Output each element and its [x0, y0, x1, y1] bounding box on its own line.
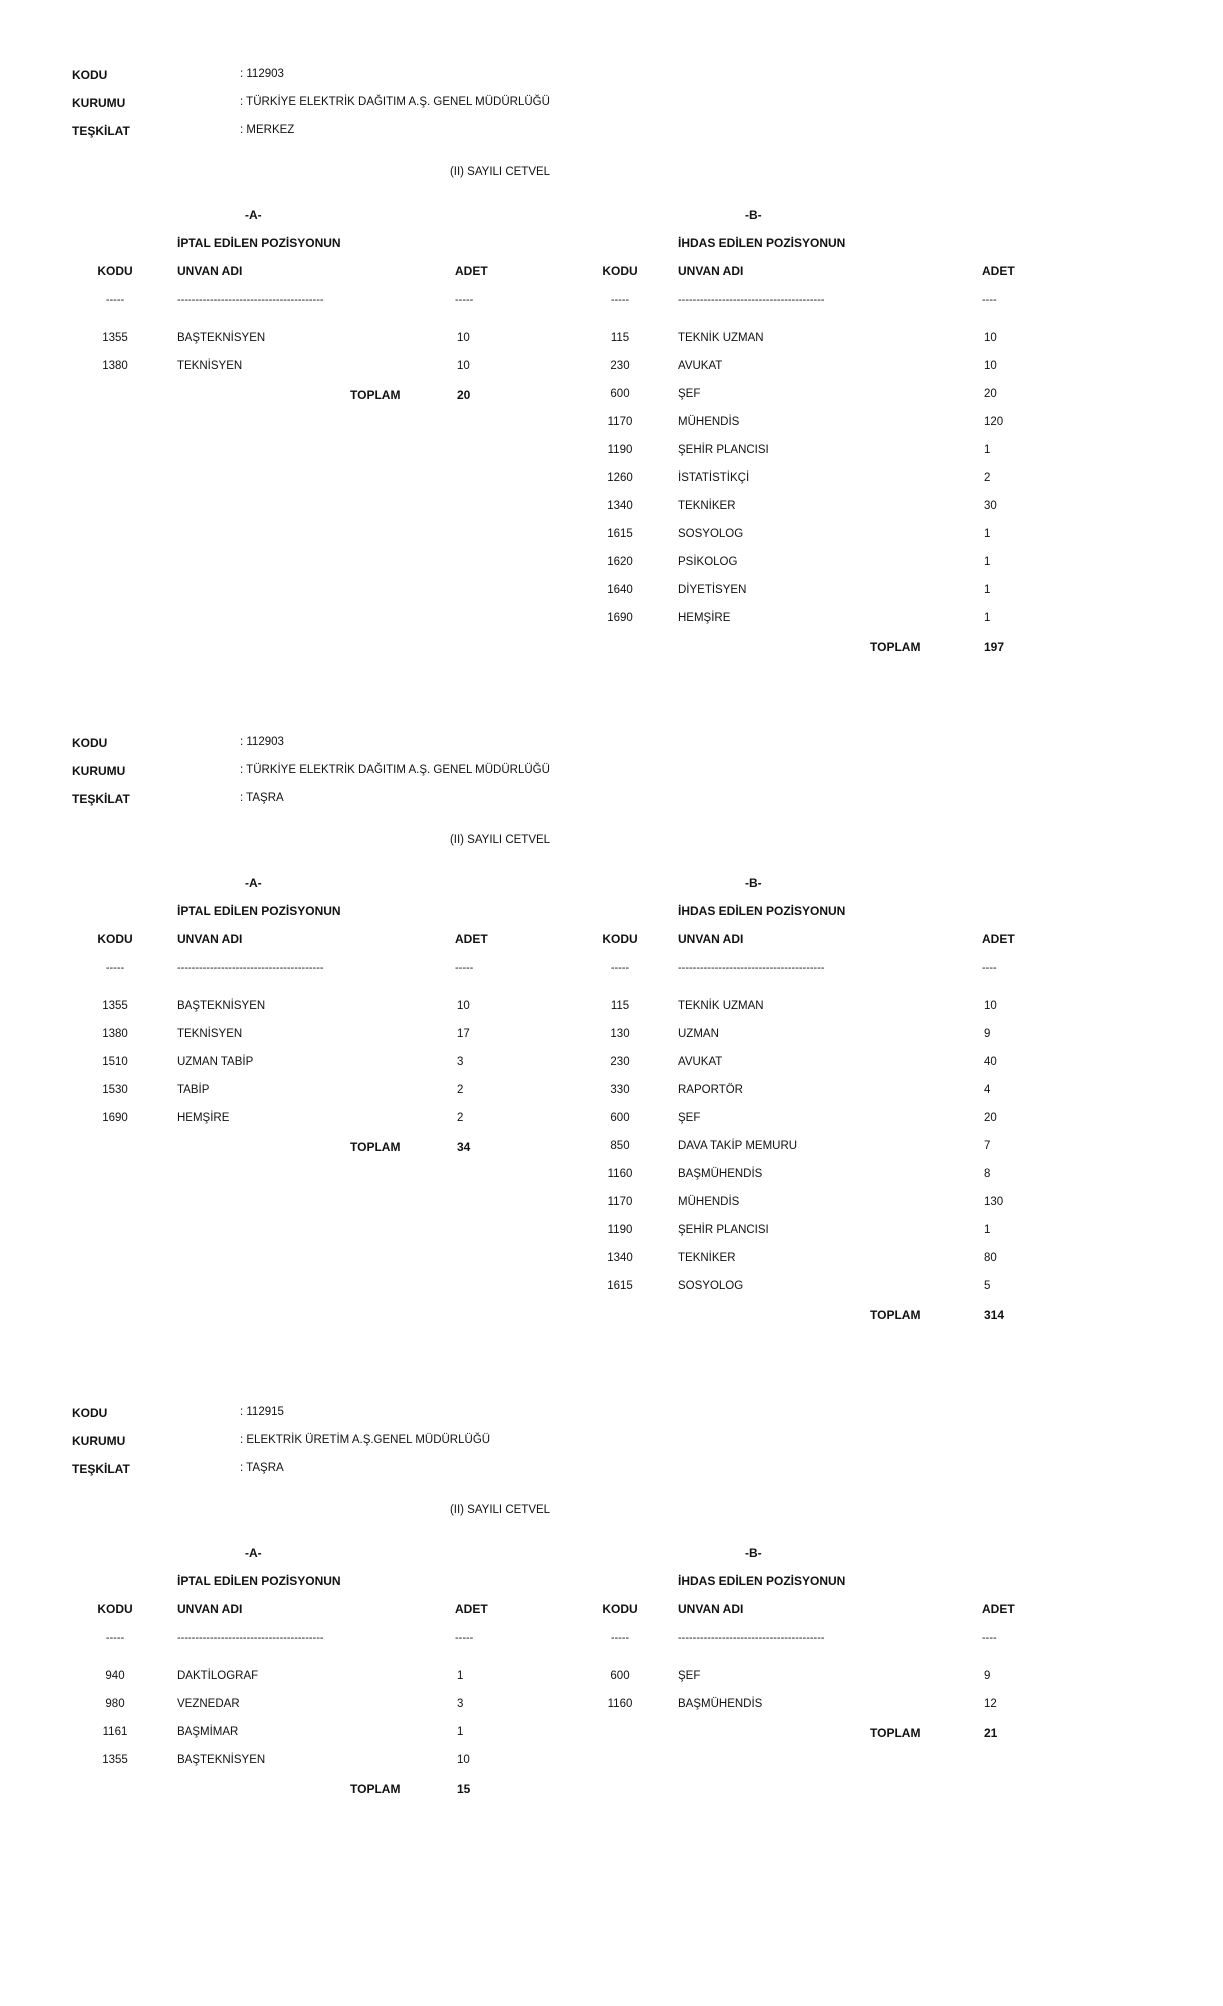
header-adet: ADET	[455, 1602, 488, 1616]
cetvel-title: (II) SAYILI CETVEL	[449, 166, 551, 178]
row-adet: 2	[457, 1112, 464, 1124]
table-row	[95, 1754, 515, 1782]
divider-kodu: -----	[610, 962, 630, 974]
divider-adet: ----	[982, 294, 997, 306]
row-adet: 10	[457, 332, 470, 344]
row-unvan: BAŞTEKNİSYEN	[177, 1754, 266, 1766]
header-kodu: KODU	[602, 1602, 638, 1616]
row-kodu: 330	[610, 1084, 630, 1096]
divider-adet: -----	[455, 962, 474, 974]
row-unvan: TEKNİKER	[678, 1252, 736, 1264]
row-adet: 120	[984, 416, 1004, 428]
row-unvan: PSİKOLOG	[678, 556, 738, 568]
row-adet: 40	[984, 1056, 997, 1068]
table-row	[600, 332, 1040, 360]
section-title: İPTAL EDİLEN POZİSYONUN	[177, 236, 341, 250]
divider-adet: -----	[455, 294, 474, 306]
row-adet: 1	[984, 584, 991, 596]
table-row	[600, 360, 1040, 388]
rows	[600, 332, 1040, 640]
cetvel-title: (II) SAYILI CETVEL	[449, 1504, 551, 1516]
toplam-label: TOPLAM	[350, 388, 401, 402]
kurumu-value: : TÜRKİYE ELEKTRİK DAĞITIM A.Ş. GENEL MÜDÜRLÜĞÜ	[240, 96, 550, 108]
table-row	[95, 1698, 515, 1726]
divider-kodu: -----	[105, 962, 125, 974]
row-adet: 3	[457, 1698, 464, 1710]
rows	[95, 332, 515, 388]
ihdas-column	[600, 876, 1040, 1336]
table-row	[95, 1112, 515, 1140]
row-kodu: 1190	[607, 1224, 633, 1236]
row-adet: 80	[984, 1252, 997, 1264]
table-row	[600, 472, 1040, 500]
row-unvan: BAŞMİMAR	[177, 1726, 239, 1738]
row-kodu: 940	[105, 1670, 125, 1682]
row-adet: 30	[984, 500, 997, 512]
row-unvan: DİYETİSYEN	[678, 584, 747, 596]
row-kodu: 600	[610, 1112, 630, 1124]
row-unvan: ŞEF	[678, 1112, 701, 1124]
section-title: İHDAS EDİLEN POZİSYONUN	[678, 236, 846, 250]
table-row	[600, 1252, 1040, 1280]
row-unvan: BAŞMÜHENDİS	[678, 1698, 763, 1710]
cetvel-section	[0, 668, 1223, 1322]
row-unvan: BAŞTEKNİSYEN	[177, 1000, 266, 1012]
row-kodu: 850	[610, 1140, 630, 1152]
row-adet: 1	[457, 1726, 464, 1738]
row-kodu: 115	[610, 332, 630, 344]
header-adet: ADET	[982, 1602, 1015, 1616]
table-row	[600, 1224, 1040, 1252]
table-row	[95, 360, 515, 388]
iptal-column	[95, 1546, 515, 2006]
row-adet: 1	[984, 444, 991, 456]
toplam-label: TOPLAM	[870, 1726, 921, 1740]
row-kodu: 1340	[607, 500, 633, 512]
row-adet: 1	[984, 1224, 991, 1236]
section-letter: -A-	[245, 208, 262, 222]
section-letter: -B-	[745, 876, 762, 890]
row-adet: 10	[984, 360, 997, 372]
divider-unvan: ----------------------------------------	[678, 1632, 825, 1644]
row-unvan: DAKTİLOGRAF	[177, 1670, 259, 1682]
rows	[600, 1000, 1040, 1308]
row-kodu: 1615	[607, 1280, 633, 1292]
table-row	[95, 1726, 515, 1754]
toplam-value: 21	[984, 1726, 998, 1740]
row-unvan: TEKNİK UZMAN	[678, 332, 764, 344]
kodu-value: : 112903	[240, 736, 284, 748]
row-adet: 130	[984, 1196, 1004, 1208]
row-unvan: ŞEF	[678, 1670, 701, 1682]
table-row	[600, 612, 1040, 640]
row-unvan: UZMAN	[678, 1028, 719, 1040]
table-row	[600, 1168, 1040, 1196]
row-unvan: TEKNİSYEN	[177, 360, 243, 372]
kurumu-value: : TÜRKİYE ELEKTRİK DAĞITIM A.Ş. GENEL MÜDÜRLÜĞÜ	[240, 764, 550, 776]
row-adet: 2	[984, 472, 991, 484]
row-adet: 9	[984, 1670, 991, 1682]
teskilat-label: TEŞKİLAT	[72, 124, 130, 138]
row-kodu: 1380	[102, 1028, 128, 1040]
section-title: İPTAL EDİLEN POZİSYONUN	[177, 904, 341, 918]
table-row	[600, 500, 1040, 528]
row-unvan: HEMŞİRE	[678, 612, 731, 624]
table-row	[600, 1140, 1040, 1168]
row-adet: 2	[457, 1084, 464, 1096]
toplam-label: TOPLAM	[870, 640, 921, 654]
table-row	[95, 332, 515, 360]
row-unvan: DAVA TAKİP MEMURU	[678, 1140, 798, 1152]
row-unvan: MÜHENDİS	[678, 1196, 740, 1208]
row-kodu: 1620	[607, 556, 633, 568]
cetvel-section	[0, 1338, 1223, 1958]
row-adet: 4	[984, 1084, 991, 1096]
toplam-value: 314	[984, 1308, 1005, 1322]
header-unvan: UNVAN ADI	[177, 264, 243, 278]
table-row	[600, 1698, 1040, 1726]
kurumu-label: KURUMU	[72, 764, 126, 778]
row-kodu: 1380	[102, 360, 128, 372]
row-unvan: VEZNEDAR	[177, 1698, 240, 1710]
teskilat-label: TEŞKİLAT	[72, 792, 130, 806]
row-unvan: MÜHENDİS	[678, 416, 740, 428]
row-kodu: 1530	[102, 1084, 128, 1096]
row-unvan: ŞEF	[678, 388, 701, 400]
row-adet: 3	[457, 1056, 464, 1068]
toplam-value: 197	[984, 640, 1005, 654]
row-adet: 9	[984, 1028, 991, 1040]
section-letter: -A-	[245, 1546, 262, 1560]
row-unvan: SOSYOLOG	[678, 528, 744, 540]
divider-unvan: ----------------------------------------	[678, 294, 825, 306]
row-kodu: 1160	[607, 1698, 633, 1710]
row-adet: 10	[984, 1000, 997, 1012]
divider-unvan: ----------------------------------------	[678, 962, 825, 974]
row-adet: 10	[457, 1754, 470, 1766]
table-row	[600, 1000, 1040, 1028]
row-unvan: AVUKAT	[678, 1056, 723, 1068]
divider-kodu: -----	[105, 1632, 125, 1644]
row-adet: 1	[984, 556, 991, 568]
table-row	[600, 1028, 1040, 1056]
row-unvan: TEKNİKER	[678, 500, 736, 512]
row-unvan: TEKNİSYEN	[177, 1028, 243, 1040]
row-kodu: 130	[610, 1028, 630, 1040]
divider-kodu: -----	[610, 1632, 630, 1644]
rows	[95, 1670, 515, 1782]
table-row	[600, 1112, 1040, 1140]
rows	[600, 1670, 1040, 1726]
row-unvan: TEKNİK UZMAN	[678, 1000, 764, 1012]
row-kodu: 230	[610, 360, 630, 372]
teskilat-label: TEŞKİLAT	[72, 1462, 130, 1476]
row-kodu: 1355	[102, 332, 128, 344]
row-unvan: SOSYOLOG	[678, 1280, 744, 1292]
row-unvan: ŞEHİR PLANCISI	[678, 444, 769, 456]
cetvel-section	[0, 0, 1223, 654]
table-row	[600, 388, 1040, 416]
header-kodu: KODU	[602, 932, 638, 946]
divider-unvan: ----------------------------------------	[177, 1632, 324, 1644]
teskilat-value: : TAŞRA	[240, 1462, 284, 1474]
row-unvan: ŞEHİR PLANCISI	[678, 1224, 769, 1236]
table-row	[95, 1056, 515, 1084]
row-unvan: TABİP	[177, 1084, 210, 1096]
table-row	[600, 444, 1040, 472]
header-unvan: UNVAN ADI	[678, 1602, 744, 1616]
row-adet: 8	[984, 1168, 991, 1180]
header-adet: ADET	[982, 932, 1015, 946]
row-adet: 10	[457, 360, 470, 372]
row-kodu: 1615	[607, 528, 633, 540]
kodu-label: KODU	[72, 1406, 108, 1420]
kodu-value: : 112915	[240, 1406, 284, 1418]
kurumu-label: KURUMU	[72, 96, 126, 110]
kodu-value: : 112903	[240, 68, 284, 80]
table-row	[600, 416, 1040, 444]
header-kodu: KODU	[97, 932, 133, 946]
row-adet: 10	[984, 332, 997, 344]
header-kodu: KODU	[97, 264, 133, 278]
rows	[95, 1000, 515, 1140]
iptal-column	[95, 876, 515, 1336]
toplam-label: TOPLAM	[350, 1782, 401, 1796]
row-kodu: 1510	[102, 1056, 128, 1068]
row-unvan: BAŞMÜHENDİS	[678, 1168, 763, 1180]
divider-adet: ----	[982, 1632, 997, 1644]
row-kodu: 1190	[607, 444, 633, 456]
row-adet: 20	[984, 1112, 997, 1124]
row-adet: 7	[984, 1140, 991, 1152]
row-kodu: 1170	[607, 416, 633, 428]
header-unvan: UNVAN ADI	[177, 1602, 243, 1616]
kodu-label: KODU	[72, 68, 108, 82]
header-adet: ADET	[982, 264, 1015, 278]
table-row	[95, 1028, 515, 1056]
kurumu-value: : ELEKTRİK ÜRETİM A.Ş.GENEL MÜDÜRLÜĞÜ	[240, 1434, 491, 1446]
header-kodu: KODU	[602, 264, 638, 278]
row-unvan: İSTATİSTİKÇİ	[678, 472, 750, 484]
header-unvan: UNVAN ADI	[177, 932, 243, 946]
section-title: İHDAS EDİLEN POZİSYONUN	[678, 904, 846, 918]
table-row	[600, 1280, 1040, 1308]
row-adet: 20	[984, 388, 997, 400]
row-kodu: 230	[610, 1056, 630, 1068]
divider-kodu: -----	[610, 294, 630, 306]
toplam-label: TOPLAM	[350, 1140, 401, 1154]
row-kodu: 1355	[102, 1754, 128, 1766]
header-adet: ADET	[455, 932, 488, 946]
table-row	[95, 1670, 515, 1698]
table-row	[600, 584, 1040, 612]
ihdas-column	[600, 1546, 1040, 2006]
row-kodu: 1355	[102, 1000, 128, 1012]
table-row	[95, 1000, 515, 1028]
row-adet: 1	[984, 528, 991, 540]
row-kodu: 1340	[607, 1252, 633, 1264]
toplam-value: 34	[457, 1140, 471, 1154]
section-letter: -B-	[745, 208, 762, 222]
row-adet: 1	[457, 1670, 464, 1682]
table-row	[600, 1196, 1040, 1224]
section-title: İHDAS EDİLEN POZİSYONUN	[678, 1574, 846, 1588]
table-row	[600, 1670, 1040, 1698]
row-kodu: 115	[610, 1000, 630, 1012]
section-letter: -A-	[245, 876, 262, 890]
row-kodu: 980	[105, 1698, 125, 1710]
row-adet: 5	[984, 1280, 991, 1292]
divider-adet: ----	[982, 962, 997, 974]
row-unvan: UZMAN TABİP	[177, 1056, 254, 1068]
row-unvan: RAPORTÖR	[678, 1084, 743, 1096]
table-row	[600, 1056, 1040, 1084]
kurumu-label: KURUMU	[72, 1434, 126, 1448]
row-kodu: 1690	[607, 612, 633, 624]
table-row	[600, 528, 1040, 556]
teskilat-value: : MERKEZ	[240, 124, 295, 136]
row-kodu: 1160	[607, 1168, 633, 1180]
row-kodu: 1260	[607, 472, 633, 484]
header-kodu: KODU	[97, 1602, 133, 1616]
section-title: İPTAL EDİLEN POZİSYONUN	[177, 1574, 341, 1588]
divider-kodu: -----	[105, 294, 125, 306]
toplam-value: 20	[457, 388, 471, 402]
divider-unvan: ----------------------------------------	[177, 962, 324, 974]
table-row	[600, 556, 1040, 584]
ihdas-column	[600, 208, 1040, 668]
row-adet: 10	[457, 1000, 470, 1012]
row-kodu: 1640	[607, 584, 633, 596]
cetvel-title: (II) SAYILI CETVEL	[449, 834, 551, 846]
row-kodu: 600	[610, 1670, 630, 1682]
table-row	[95, 1084, 515, 1112]
row-kodu: 1170	[607, 1196, 633, 1208]
header-unvan: UNVAN ADI	[678, 932, 744, 946]
header-unvan: UNVAN ADI	[678, 264, 744, 278]
kodu-label: KODU	[72, 736, 108, 750]
row-kodu: 1690	[102, 1112, 128, 1124]
section-letter: -B-	[745, 1546, 762, 1560]
row-kodu: 600	[610, 388, 630, 400]
row-adet: 1	[984, 612, 991, 624]
table-row	[600, 1084, 1040, 1112]
teskilat-value: : TAŞRA	[240, 792, 284, 804]
divider-unvan: ----------------------------------------	[177, 294, 324, 306]
iptal-column	[95, 208, 515, 668]
row-unvan: HEMŞİRE	[177, 1112, 230, 1124]
toplam-value: 15	[457, 1782, 471, 1796]
row-adet: 12	[984, 1698, 997, 1710]
row-kodu: 1161	[102, 1726, 128, 1738]
toplam-label: TOPLAM	[870, 1308, 921, 1322]
header-adet: ADET	[455, 264, 488, 278]
row-unvan: AVUKAT	[678, 360, 723, 372]
row-unvan: BAŞTEKNİSYEN	[177, 332, 266, 344]
divider-adet: -----	[455, 1632, 474, 1644]
row-adet: 17	[457, 1028, 470, 1040]
